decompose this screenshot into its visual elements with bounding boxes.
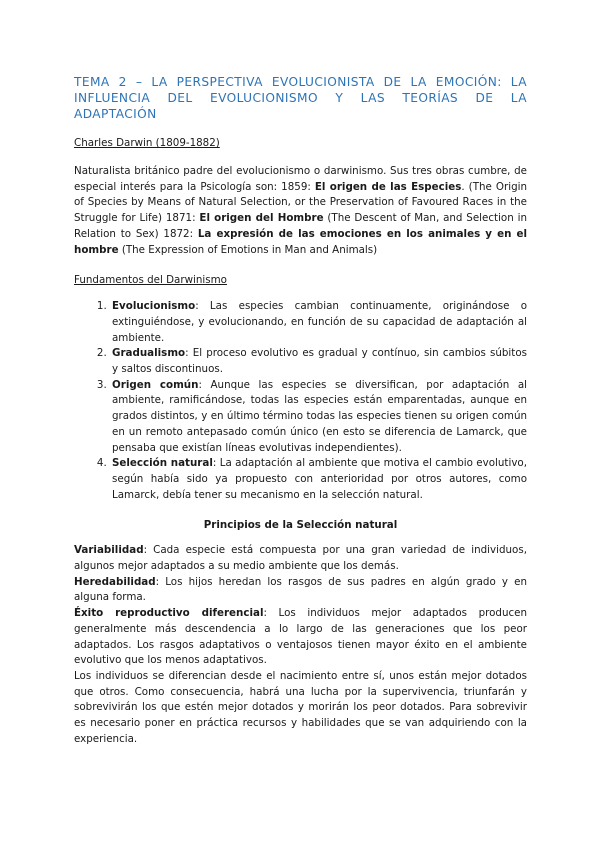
principle-text: : Los individuos mejor adaptados producen generalmente más descendencia a lo largo de las generaciones que los peor adaptados. Los rasgos adaptativos o ventajosos tienen mayor éxito en el ambiente evolutivo que los menos adaptativos. — [74, 607, 527, 667]
work-title-origin-man: El origen del Hombre — [199, 212, 324, 225]
list-item-term: Origen común — [112, 378, 199, 391]
list-item-text: : El proceso evolutivo es gradual y contínuo, sin cambios súbitos y saltos discontinuos. — [112, 347, 527, 376]
list-item — [110, 456, 527, 503]
list-item-text: : Las especies cambian continuamente, originándose o extinguiéndose, y evolucionando, en función de su capacidad de adaptación al ambiente. — [112, 300, 527, 344]
fundamentos-list — [74, 299, 527, 503]
list-item-text: : La adaptación al ambiente que motiva el cambio evolutivo, según había sido ya propuesto con anterioridad por otros autores, como Lamarck, debía tener su mecanismo en la selección natural. — [112, 457, 527, 501]
principle-term: Variabilidad — [74, 544, 144, 557]
principle-term: Éxito reproductivo diferencial — [74, 607, 264, 620]
intro-text-4: (The Expression of Emotions in Man and Animals) — [118, 243, 378, 256]
list-item — [110, 299, 527, 346]
document-title — [74, 74, 527, 122]
intro-text-2: . (The Origin of Species by Means of Natural Selection, or the Preservation of Favoured Races in the Struggle for Life) 1871: — [74, 180, 527, 225]
list-item-text: : Aunque las especies se diversifican, por adaptación al ambiente, ramificándose, todas las especies están emparentadas, aunque en grados distintos, y en último término todas las especies tienen su origen común en un remoto antepasado común único (en esto se diferencia de Lamarck, que pensaba que existían líneas evolutivas independientes). — [112, 378, 528, 454]
principle-term: Heredabilidad — [74, 575, 156, 588]
work-title-origin-species: El origen de las Especies — [314, 180, 462, 193]
principios-block — [74, 543, 527, 747]
author-heading: Charles Darwin (1809-1882) — [74, 137, 220, 149]
title-line-3: ADAPTACIÓN — [74, 107, 157, 121]
principle-paragraph — [74, 575, 527, 606]
list-item-term: Gradualismo — [112, 347, 186, 360]
closing-paragraph: Los individuos se diferencian desde el nacimiento entre sí, unos están mejor dotados que otros. Como consecuencia, habrá una lucha por la supervivencia, triunfarán y sobrevivirán los que estén mejor dotados y morirán los peor dotados. Para sobrevivir es necesario poner en práctica recursos y habilidades que se van adquiriendo con la experiencia. — [74, 669, 527, 745]
list-item-term: Selección natural — [112, 457, 213, 470]
intro-text-3: (The Descent of Man, and Selection in Relation to Sex) 1872: — [74, 212, 527, 240]
intro-text-1: Naturalista británico padre del evolucionismo o darwinismo. Sus tres obras cumbre, de especial interés para la Psicología son: 1859: — [74, 165, 527, 193]
list-item — [110, 378, 527, 457]
document-content — [74, 74, 527, 748]
intro-paragraph — [74, 164, 527, 258]
principle-paragraph — [74, 543, 527, 574]
principios-heading: Principios de la Selección natural — [203, 519, 398, 532]
fundamentos-heading: Fundamentos del Darwinismo — [74, 274, 227, 287]
principle-text: : Los hijos heredan los rasgos de sus padres en algún grado y en alguna forma. — [74, 575, 527, 604]
list-item — [110, 346, 527, 377]
principle-paragraph — [74, 606, 527, 669]
principle-text: : Cada especie está compuesta por una gran variedad de individuos, algunos mejor adaptados a su medio ambiente que los demás. — [74, 544, 527, 573]
list-item-term: Evolucionismo — [112, 300, 196, 313]
title-line-2: INFLUENCIA DEL EVOLUCIONISMO Y LAS TEORÍAS DE LA — [74, 91, 527, 105]
work-title-expression-emotions: La expresión de las emociones en los animales y en el hombre — [74, 227, 528, 256]
title-line-1: TEMA 2 – LA PERSPECTIVA EVOLUCIONISTA DE LA EMOCIÓN: LA — [74, 75, 527, 89]
